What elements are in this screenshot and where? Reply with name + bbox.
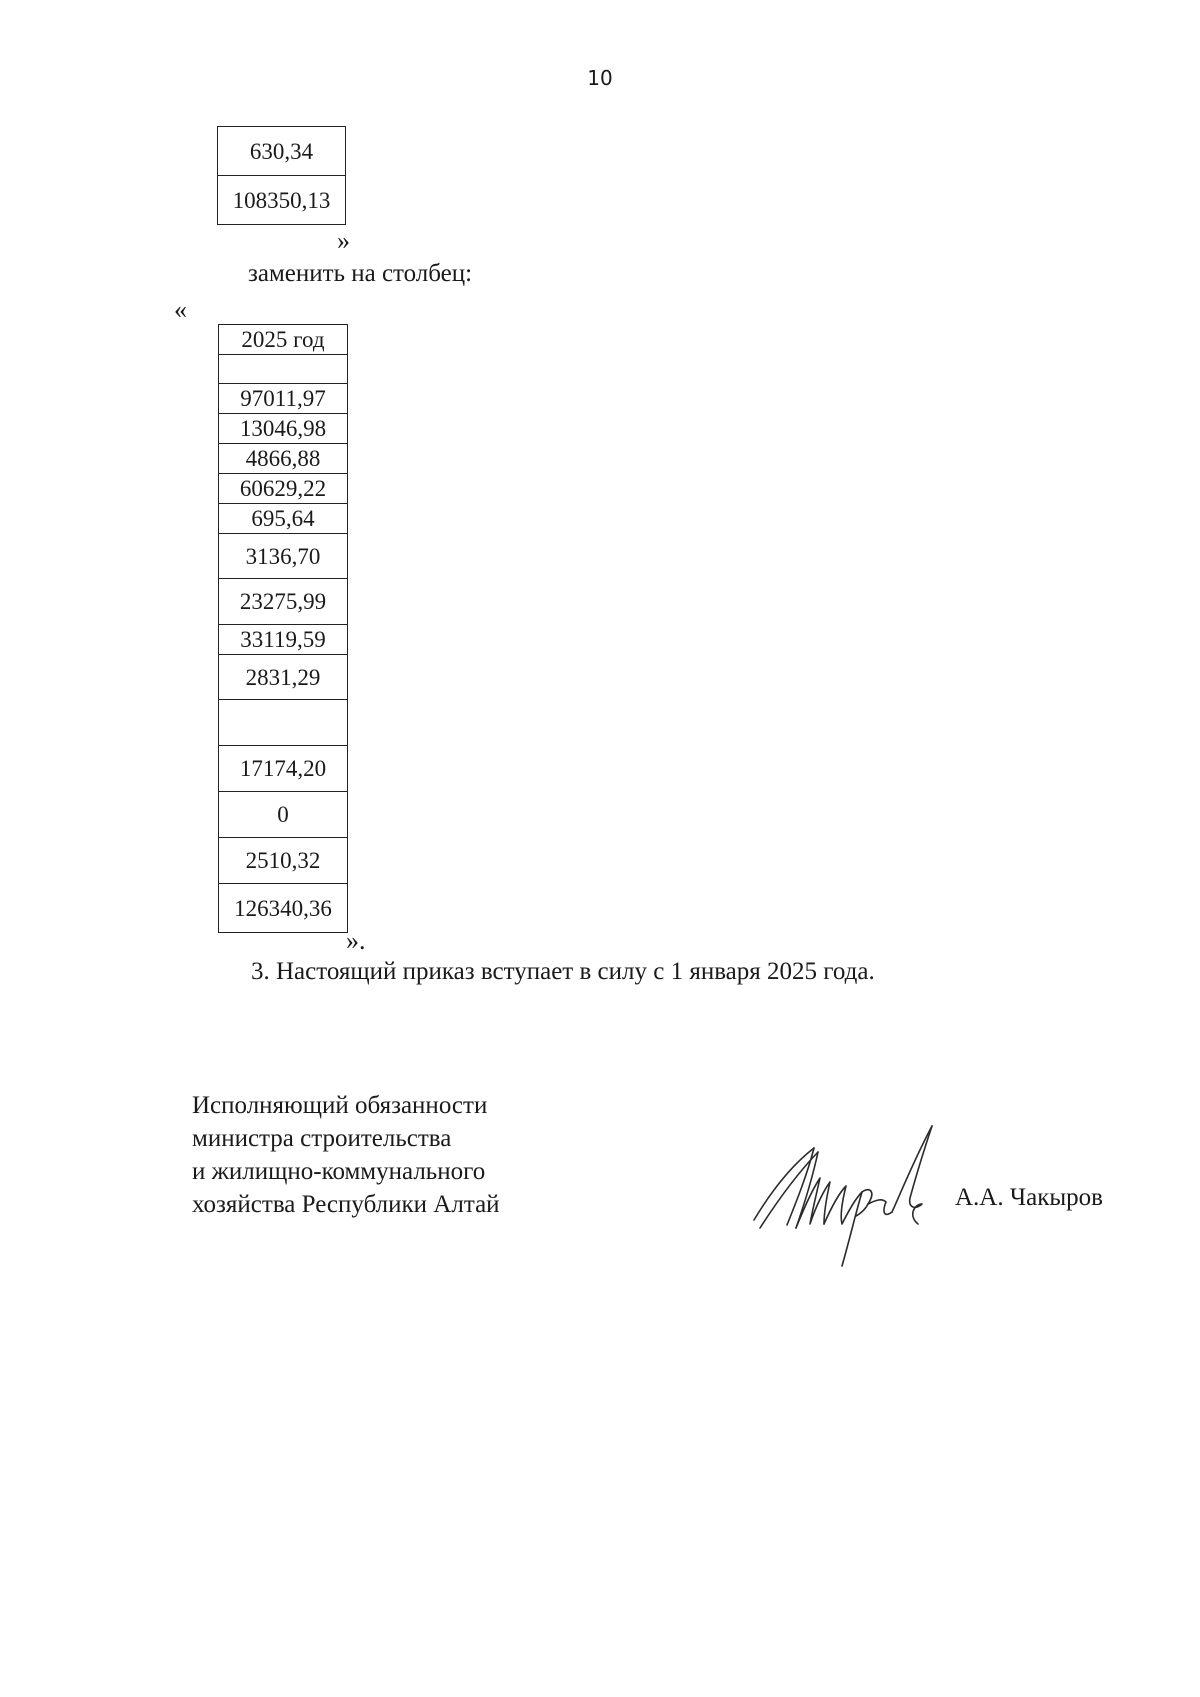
- table-cell: 17174,20: [219, 746, 348, 792]
- table-cell: 695,64: [219, 504, 348, 534]
- column-header: 2025 год: [219, 325, 348, 355]
- opening-quote: «: [174, 295, 187, 324]
- table-header-row: [219, 325, 348, 355]
- signatory-title-line: Исполняющий обязанности: [192, 1092, 488, 1119]
- table-cell: 13046,98: [219, 414, 348, 444]
- table-row: [219, 534, 348, 579]
- table-row: [219, 474, 348, 504]
- signatory-title-line: министра строительства: [192, 1125, 452, 1152]
- table-cell: 4866,88: [219, 444, 348, 474]
- table-cell: 630,34: [218, 127, 346, 176]
- table-row: [219, 746, 348, 792]
- table-cell: 2831,29: [219, 655, 348, 700]
- table-cell: 3136,70: [219, 534, 348, 579]
- table-cell: [219, 700, 348, 746]
- handwritten-signature: [752, 1120, 952, 1268]
- table-row: [219, 655, 348, 700]
- signatory-title-line: хозяйства Республики Алтай: [192, 1191, 500, 1218]
- table-row: [219, 504, 348, 534]
- table-cell: 126340,36: [219, 884, 348, 933]
- table-cell: 60629,22: [219, 474, 348, 504]
- table-cell: 23275,99: [219, 579, 348, 625]
- table-cell: 0: [219, 792, 348, 838]
- signatory-title: [192, 1089, 500, 1221]
- paragraph-3: 3. Настоящий приказ вступает в силу с 1 января 2025 года.: [251, 958, 875, 985]
- table-row: [219, 355, 348, 384]
- table-cell: 97011,97: [219, 384, 348, 414]
- table-row: [219, 414, 348, 444]
- page-number: 10: [587, 66, 613, 90]
- replace-instruction: заменить на столбец:: [248, 260, 473, 287]
- table-row: [218, 127, 346, 176]
- table-row: [219, 625, 348, 655]
- table-cell: 108350,13: [218, 176, 346, 225]
- new-values-column: [218, 324, 348, 933]
- table-row: [219, 884, 348, 933]
- table-cell: 33119,59: [219, 625, 348, 655]
- table-row: [219, 838, 348, 884]
- table-row: [219, 792, 348, 838]
- table-cell: 2510,32: [219, 838, 348, 884]
- table-row: [219, 444, 348, 474]
- signatory-title-line: и жилищно-коммунального: [192, 1158, 486, 1185]
- table-cell: [219, 355, 348, 384]
- signer-name: А.А. Чакыров: [955, 1184, 1103, 1211]
- closing-quote-period: ».: [346, 926, 366, 955]
- table-row: [218, 176, 346, 225]
- old-values-column: [217, 126, 346, 225]
- table-row: [219, 384, 348, 414]
- table-row: [219, 700, 348, 746]
- table-row: [219, 579, 348, 625]
- closing-quote: »: [337, 226, 350, 255]
